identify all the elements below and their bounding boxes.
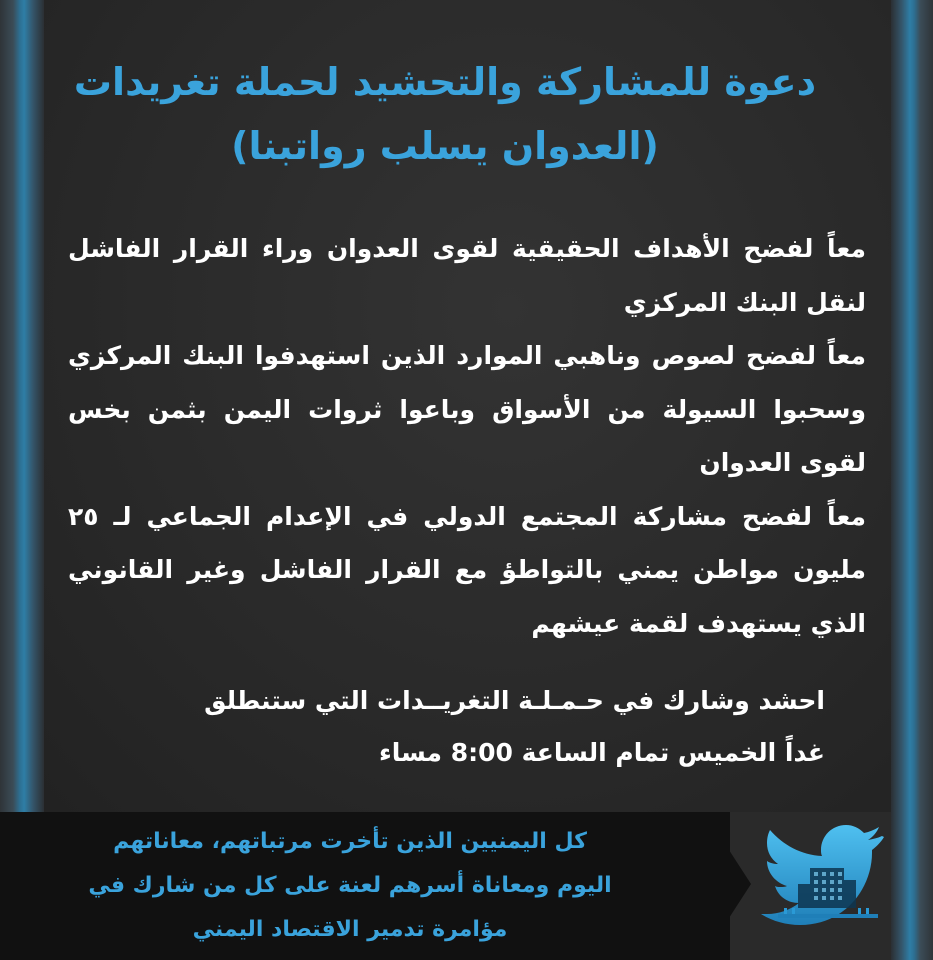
twitter-bird-icon <box>758 822 888 932</box>
body-paragraph: معاً لفضح مشاركة المجتمع الدولي في الإعدام الجماعي لـ ٢٥ مليون مواطن يمني بالتواطؤ مع القرار الفاشل وغير القانوني الذي يستهدف لقمة عيشهم <box>68 501 866 638</box>
banner-line: اليوم ومعاناة أسرهم لعنة على كل من شارك في <box>88 873 612 898</box>
call-to-action-line-1: احشد وشارك في حـمـلـة التغريــدات التي ستنطلق <box>204 686 825 715</box>
body-paragraph: معاً لفضح لصوص وناهبي الموارد الذين استهدفوا البنك المركزي وسحبوا السيولة من الأسواق وباعوا ثروات اليمن بثمن بخس لقوى العدوان <box>68 341 866 477</box>
banner-line: مؤامرة تدمير الاقتصاد اليمني <box>192 917 508 942</box>
banner-line: كل اليمنيين الذين تأخرت مرتباتهم، معاناتهم <box>113 829 587 854</box>
body-paragraph: معاً لفضح الأهداف الحقيقية لقوى العدوان وراء القرار الفاشل لنقل البنك المركزي <box>68 234 866 317</box>
title-line-2: (العدوان يسلب رواتبنا) <box>231 124 659 168</box>
title-line-1: دعوة للمشاركة والتحشيد لحملة تغريدات <box>73 60 817 104</box>
banner-arrow-pointer <box>729 850 751 918</box>
banner-text <box>40 820 660 952</box>
right-border-strip <box>891 0 933 960</box>
body-text <box>68 222 866 650</box>
call-to-action-line-2: غداً الخميس تمام الساعة 8:00 مساء <box>378 738 825 767</box>
